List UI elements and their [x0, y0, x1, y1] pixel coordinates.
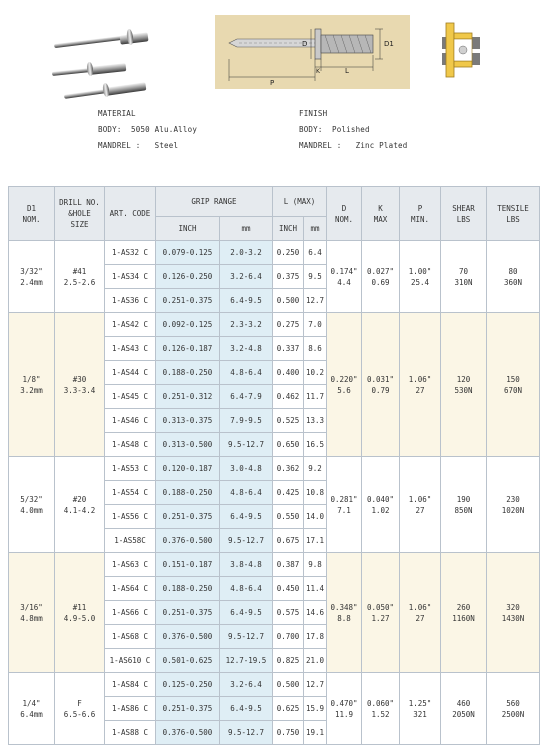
cell-tensile: 230 1020N — [487, 457, 540, 553]
cell-grip-mm: 4.8-6.4 — [220, 577, 273, 601]
cell-grip-mm: 9.5-12.7 — [220, 625, 273, 649]
cell-grip-inch: 0.188-0.250 — [156, 577, 220, 601]
cell-p-min: 1.25" 321 — [400, 673, 441, 745]
cell-k-max: 0.040" 1.02 — [362, 457, 400, 553]
cell-art-code: 1-AS46 C — [105, 409, 156, 433]
cell-l-inch: 0.400 — [273, 361, 304, 385]
material-body-row: BODY: 5050 Alu.Alloy — [98, 125, 198, 134]
cell-grip-mm: 3.8-4.8 — [220, 553, 273, 577]
cell-grip-inch: 0.120-0.187 — [156, 457, 220, 481]
cell-shear: 460 2050N — [441, 673, 487, 745]
cell-grip-mm: 6.4-7.9 — [220, 385, 273, 409]
cell-l-inch: 0.625 — [273, 697, 304, 721]
cell-l-mm: 21.0 — [304, 649, 327, 673]
cell-d1-nominal: 1/8" 3.2mm — [9, 313, 55, 457]
cell-art-code: 1-AS68 C — [105, 625, 156, 649]
cell-grip-inch: 0.125-0.250 — [156, 673, 220, 697]
cell-art-code: 1-AS44 C — [105, 361, 156, 385]
cell-d-nominal: 0.220" 5.6 — [327, 313, 362, 457]
cell-l-inch: 0.425 — [273, 481, 304, 505]
cell-art-code: 1-AS58C — [105, 529, 156, 553]
header-grip-mm: mm — [220, 217, 273, 241]
cell-l-mm: 12.7 — [304, 673, 327, 697]
cell-l-mm: 13.3 — [304, 409, 327, 433]
cell-grip-inch: 0.126-0.250 — [156, 265, 220, 289]
cell-shear: 190 850N — [441, 457, 487, 553]
header-art-code: ART. CODE — [105, 187, 156, 241]
rivet-cross-section — [432, 15, 492, 85]
header-d: D NOM. — [327, 187, 362, 241]
cell-l-inch: 0.525 — [273, 409, 304, 433]
cell-art-code: 1-AS610 C — [105, 649, 156, 673]
header-d1: D1 NOM. — [9, 187, 55, 241]
cell-d1-nominal: 1/4" 6.4mm — [9, 673, 55, 745]
cell-l-mm: 7.0 — [304, 313, 327, 337]
cell-grip-inch: 0.251-0.375 — [156, 505, 220, 529]
cell-l-inch: 0.500 — [273, 289, 304, 313]
cell-grip-inch: 0.376-0.500 — [156, 625, 220, 649]
cell-art-code: 1-AS53 C — [105, 457, 156, 481]
cell-grip-inch: 0.313-0.375 — [156, 409, 220, 433]
cell-grip-mm: 3.2-6.4 — [220, 673, 273, 697]
cell-art-code: 1-AS86 C — [105, 697, 156, 721]
cell-tensile: 320 1430N — [487, 553, 540, 673]
cell-l-inch: 0.275 — [273, 313, 304, 337]
material-heading: MATERIAL — [98, 109, 136, 118]
cell-p-min: 1.00" 25.4 — [400, 241, 441, 313]
header-tensile: TENSILE LBS — [487, 187, 540, 241]
cell-art-code: 1-AS32 C — [105, 241, 156, 265]
finish-section — [299, 106, 407, 154]
cell-art-code: 1-AS63 C — [105, 553, 156, 577]
cell-grip-inch: 0.313-0.500 — [156, 433, 220, 457]
cell-art-code: 1-AS66 C — [105, 601, 156, 625]
cell-grip-mm: 6.4-9.5 — [220, 697, 273, 721]
cell-l-inch: 0.500 — [273, 673, 304, 697]
header-l-inch: INCH — [273, 217, 304, 241]
cell-d-nominal: 0.348" 8.8 — [327, 553, 362, 673]
cell-l-inch: 0.375 — [273, 265, 304, 289]
cell-d1-nominal: 3/32" 2.4mm — [9, 241, 55, 313]
cell-k-max: 0.050" 1.27 — [362, 553, 400, 673]
cell-grip-inch: 0.251-0.375 — [156, 697, 220, 721]
cell-l-mm: 11.4 — [304, 577, 327, 601]
cell-art-code: 1-AS34 C — [105, 265, 156, 289]
material-section — [98, 106, 197, 154]
finish-heading: FINISH — [299, 109, 328, 118]
diagram-label-p: P — [270, 79, 275, 87]
cell-l-inch: 0.337 — [273, 337, 304, 361]
cell-l-mm: 17.1 — [304, 529, 327, 553]
cell-drill-size: F 6.5-6.6 — [55, 673, 105, 745]
cell-l-inch: 0.550 — [273, 505, 304, 529]
table-row — [9, 457, 540, 481]
cell-l-mm: 16.5 — [304, 433, 327, 457]
cell-grip-inch: 0.501-0.625 — [156, 649, 220, 673]
cell-grip-mm: 3.2-6.4 — [220, 265, 273, 289]
cell-grip-mm: 12.7-19.5 — [220, 649, 273, 673]
cell-grip-mm: 3.2-4.8 — [220, 337, 273, 361]
cell-grip-inch: 0.251-0.375 — [156, 601, 220, 625]
cell-shear: 260 1160N — [441, 553, 487, 673]
cell-grip-mm: 9.5-12.7 — [220, 721, 273, 745]
cell-drill-size: #30 3.3-3.4 — [55, 313, 105, 457]
table-row — [9, 553, 540, 577]
cell-art-code: 1-AS54 C — [105, 481, 156, 505]
cell-grip-inch: 0.079-0.125 — [156, 241, 220, 265]
cell-grip-inch: 0.126-0.187 — [156, 337, 220, 361]
cell-l-mm: 8.6 — [304, 337, 327, 361]
rivet-spec-table — [8, 186, 540, 745]
cell-p-min: 1.06" 27 — [400, 457, 441, 553]
product-images — [0, 0, 547, 105]
cell-p-min: 1.06" 27 — [400, 313, 441, 457]
cell-l-inch: 0.450 — [273, 577, 304, 601]
cell-l-inch: 0.250 — [273, 241, 304, 265]
cell-tensile: 150 670N — [487, 313, 540, 457]
cell-l-inch: 0.675 — [273, 529, 304, 553]
cell-drill-size: #11 4.9-5.0 — [55, 553, 105, 673]
rivet-dimension-diagram — [215, 15, 410, 89]
cell-l-mm: 14.6 — [304, 601, 327, 625]
cell-l-mm: 6.4 — [304, 241, 327, 265]
cell-grip-mm: 4.8-6.4 — [220, 481, 273, 505]
cell-art-code: 1-AS43 C — [105, 337, 156, 361]
material-mandrel-row: MANDREL : Steel — [98, 141, 179, 150]
header-shear: SHEAR LBS — [441, 187, 487, 241]
cell-grip-mm: 6.4-9.5 — [220, 289, 273, 313]
cell-l-inch: 0.387 — [273, 553, 304, 577]
cell-shear: 70 310N — [441, 241, 487, 313]
diagram-label-d1: D1 — [384, 40, 394, 48]
cell-l-mm: 9.2 — [304, 457, 327, 481]
cell-l-mm: 10.2 — [304, 361, 327, 385]
cell-l-mm: 11.7 — [304, 385, 327, 409]
cell-l-inch: 0.575 — [273, 601, 304, 625]
cell-k-max: 0.060" 1.52 — [362, 673, 400, 745]
spec-table-body — [9, 241, 540, 745]
table-row — [9, 673, 540, 697]
cell-grip-mm: 3.0-4.8 — [220, 457, 273, 481]
cell-d1-nominal: 3/16" 4.8mm — [9, 553, 55, 673]
cell-art-code: 1-AS88 C — [105, 721, 156, 745]
cell-p-min: 1.06" 27 — [400, 553, 441, 673]
cell-grip-mm: 2.3-3.2 — [220, 313, 273, 337]
cell-l-inch: 0.700 — [273, 625, 304, 649]
finish-mandrel-row: MANDREL : Zinc Plated — [299, 141, 408, 150]
cell-grip-mm: 6.4-9.5 — [220, 601, 273, 625]
diagram-label-k: K — [316, 68, 320, 75]
cell-grip-mm: 4.8-6.4 — [220, 361, 273, 385]
cell-k-max: 0.027" 0.69 — [362, 241, 400, 313]
header-grip-inch: INCH — [156, 217, 220, 241]
finish-body-row: BODY: Polished — [299, 125, 370, 134]
cell-tensile: 80 360N — [487, 241, 540, 313]
cell-art-code: 1-AS84 C — [105, 673, 156, 697]
cell-grip-inch: 0.376-0.500 — [156, 721, 220, 745]
header-drill: DRILL NO. &HOLE SIZE — [55, 187, 105, 241]
header-k: K MAX — [362, 187, 400, 241]
cell-grip-inch: 0.188-0.250 — [156, 361, 220, 385]
cell-drill-size: #20 4.1-4.2 — [55, 457, 105, 553]
cell-l-inch: 0.462 — [273, 385, 304, 409]
cell-grip-inch: 0.151-0.187 — [156, 553, 220, 577]
cell-l-mm: 9.8 — [304, 553, 327, 577]
cell-l-mm: 17.8 — [304, 625, 327, 649]
cell-l-inch: 0.362 — [273, 457, 304, 481]
cell-grip-mm: 7.9-9.5 — [220, 409, 273, 433]
cell-l-mm: 10.8 — [304, 481, 327, 505]
diagram-label-d: D — [302, 40, 308, 48]
cell-art-code: 1-AS48 C — [105, 433, 156, 457]
cell-l-mm: 9.5 — [304, 265, 327, 289]
cell-l-mm: 14.0 — [304, 505, 327, 529]
cell-l-inch: 0.825 — [273, 649, 304, 673]
diagram-label-l: L — [345, 67, 349, 75]
header-l-max: L (MAX) — [273, 187, 327, 217]
cell-grip-mm: 9.5-12.7 — [220, 529, 273, 553]
cell-grip-mm: 2.0-3.2 — [220, 241, 273, 265]
cell-grip-mm: 9.5-12.7 — [220, 433, 273, 457]
cell-grip-inch: 0.092-0.125 — [156, 313, 220, 337]
cell-art-code: 1-AS56 C — [105, 505, 156, 529]
cell-art-code: 1-AS36 C — [105, 289, 156, 313]
cell-grip-inch: 0.376-0.500 — [156, 529, 220, 553]
cell-l-inch: 0.750 — [273, 721, 304, 745]
rivet-photo — [40, 12, 180, 102]
cell-k-max: 0.031" 0.79 — [362, 313, 400, 457]
table-row — [9, 241, 540, 265]
cell-grip-mm: 6.4-9.5 — [220, 505, 273, 529]
cell-art-code: 1-AS45 C — [105, 385, 156, 409]
cell-art-code: 1-AS42 C — [105, 313, 156, 337]
table-row — [9, 313, 540, 337]
cell-drill-size: #41 2.5-2.6 — [55, 241, 105, 313]
header-l-mm: mm — [304, 217, 327, 241]
header-p: P MIN. — [400, 187, 441, 241]
cell-l-inch: 0.650 — [273, 433, 304, 457]
cell-d-nominal: 0.174" 4.4 — [327, 241, 362, 313]
cell-art-code: 1-AS64 C — [105, 577, 156, 601]
cell-d-nominal: 0.470" 11.9 — [327, 673, 362, 745]
cell-tensile: 560 2500N — [487, 673, 540, 745]
cell-grip-inch: 0.251-0.375 — [156, 289, 220, 313]
cell-d1-nominal: 5/32" 4.0mm — [9, 457, 55, 553]
cell-d-nominal: 0.281" 7.1 — [327, 457, 362, 553]
cell-shear: 120 530N — [441, 313, 487, 457]
header-grip-range: GRIP RANGE — [156, 187, 273, 217]
cell-l-mm: 15.9 — [304, 697, 327, 721]
cell-grip-inch: 0.251-0.312 — [156, 385, 220, 409]
cell-l-mm: 12.7 — [304, 289, 327, 313]
cell-grip-inch: 0.188-0.250 — [156, 481, 220, 505]
cell-l-mm: 19.1 — [304, 721, 327, 745]
